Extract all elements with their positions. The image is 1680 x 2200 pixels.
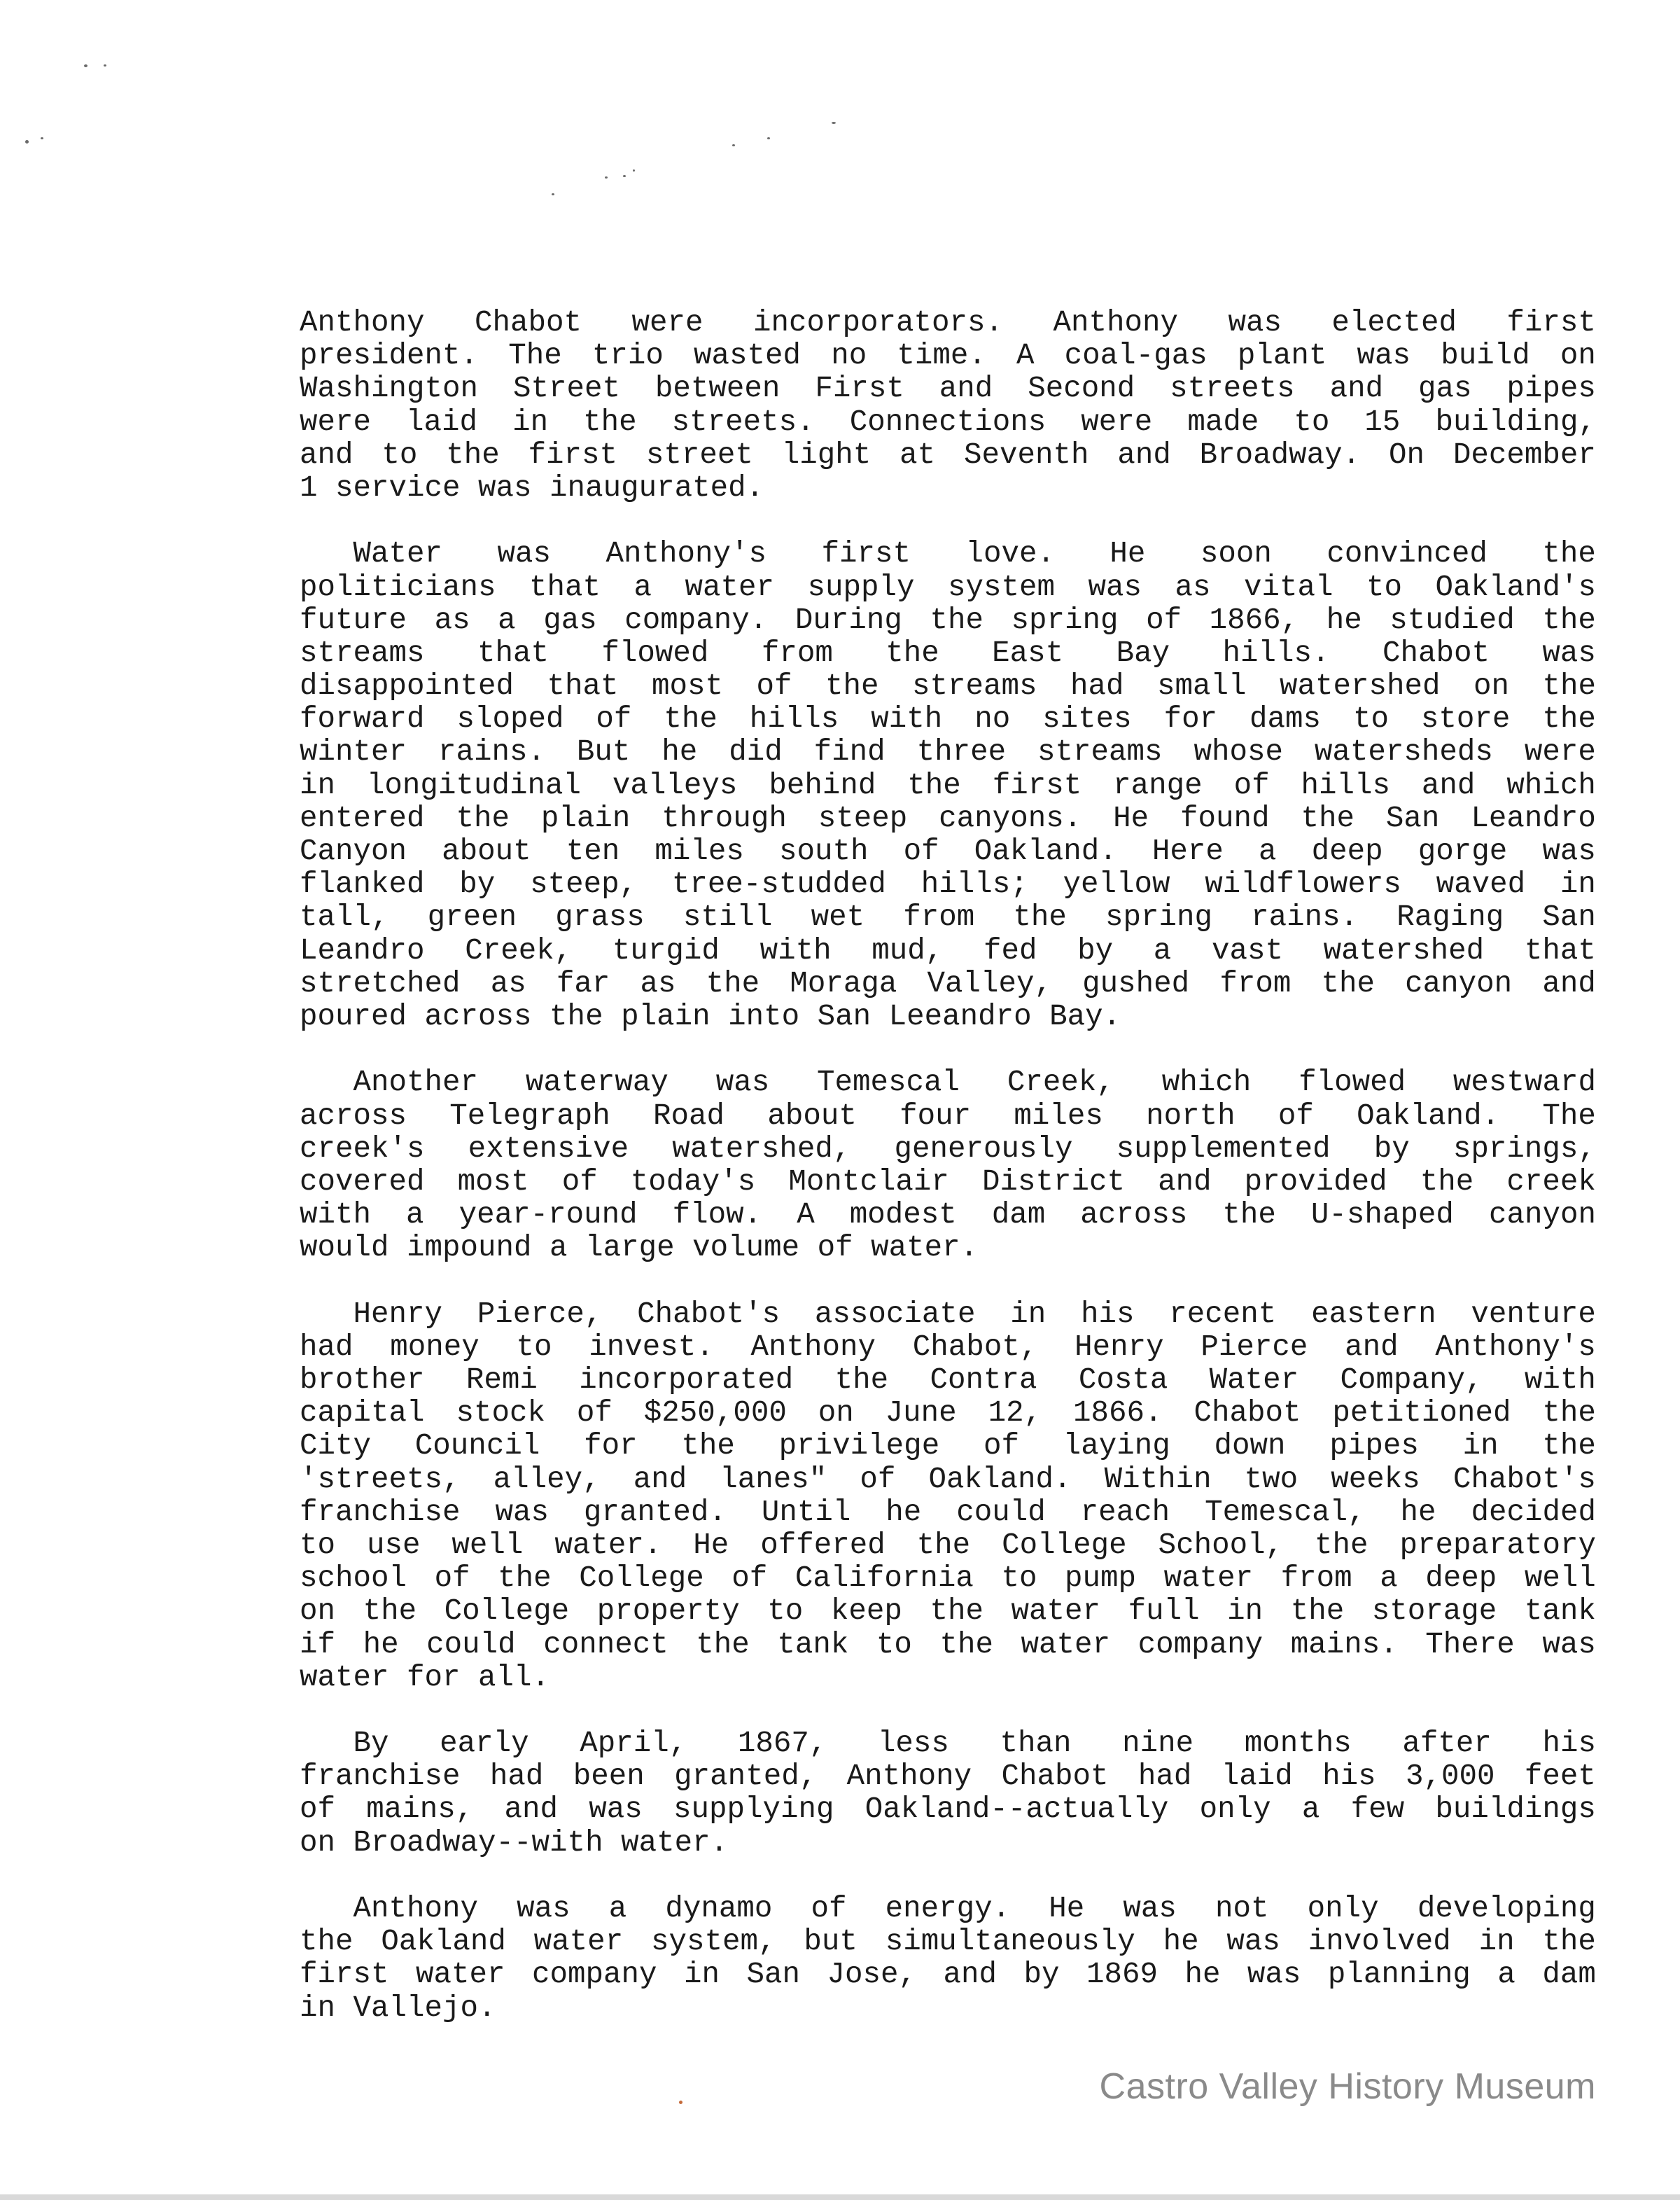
text-line: forward sloped of the hills with no sites for dams to store the — [300, 702, 1596, 737]
text-line: covered most of today's Montclair District and provided the creek — [300, 1164, 1596, 1199]
scan-speck — [605, 176, 608, 179]
paragraph — [300, 538, 1596, 1033]
text-line: Henry Pierce, Chabot's associate in his recent eastern venture — [353, 1297, 1596, 1331]
text-line: future as a gas company. During the spring of 1866, he studied the — [300, 603, 1596, 637]
paragraph — [300, 307, 1596, 505]
scan-speck — [104, 64, 106, 67]
text-line: creek's extensive watershed, generously supplemented by springs, — [300, 1132, 1596, 1166]
text-line: City Council for the privilege of laying down pipes in the — [300, 1429, 1596, 1463]
scan-speck — [552, 193, 554, 195]
text-line: politicians that a water supply system was as vital to Oakland's — [300, 570, 1596, 604]
paragraph — [300, 1727, 1596, 1860]
text-line: brother Remi incorporated the Contra Costa Water Company, with — [300, 1363, 1596, 1397]
text-line: franchise was granted. Until he could reach Temescal, he decided — [300, 1495, 1596, 1529]
text-line: and to the first street light at Seventh and Broadway. On December — [300, 438, 1596, 472]
text-line: Another waterway was Temescal Creek, which flowed westward — [353, 1066, 1596, 1100]
text-line: Canyon about ten miles south of Oakland. Here a deep gorge was — [300, 835, 1596, 868]
text-line: first water company in San Jose, and by 1869 he was planning a dam — [300, 1958, 1596, 1992]
scan-speck — [732, 144, 735, 146]
scan-speck — [767, 137, 770, 139]
text-line: with a year-round flow. A modest dam across the U-shaped canyon — [300, 1198, 1596, 1232]
scan-speck — [832, 122, 836, 124]
text-line: in longitudinal valleys behind the first range of hills and which — [300, 768, 1596, 802]
text-line: Anthony was a dynamo of energy. He was not only developing — [353, 1892, 1596, 1926]
paragraph — [300, 1893, 1596, 2025]
scan-speck — [41, 137, 43, 139]
text-line: franchise had been granted, Anthony Chabot had laid his 3,000 feet — [300, 1760, 1596, 1794]
text-line: disappointed that most of the streams had small watershed on the — [300, 669, 1596, 704]
text-line: of mains, and was supplying Oakland--actually only a few buildings — [300, 1792, 1596, 1827]
scan-bottom-edge — [0, 2194, 1680, 2200]
text-line: Washington Street between First and Second streets and gas pipes — [300, 372, 1596, 406]
text-line: tall, green grass still wet from the spring rains. Raging San — [300, 900, 1596, 935]
text-line: water for all. — [300, 1660, 550, 1694]
text-line: Leandro Creek, turgid with mud, fed by a vast watershed that — [300, 933, 1596, 968]
text-line: 'streets, alley, and lanes" of Oakland. Within two weeks Chabot's — [300, 1462, 1596, 1496]
scan-speck — [84, 64, 88, 67]
text-line: had money to invest. Anthony Chabot, Henry Pierce and Anthony's — [300, 1330, 1596, 1364]
document-body — [300, 307, 1596, 2058]
text-line: 1 service was inaugurated. — [300, 471, 764, 505]
text-line: school of the College of California to pump water from a deep well — [300, 1561, 1596, 1596]
text-line: flanked by steep, tree-studded hills; yellow wildflowers waved in — [300, 868, 1596, 902]
scan-speck — [623, 175, 626, 177]
text-line: would impound a large volume of water. — [300, 1231, 979, 1265]
paragraph — [300, 1298, 1596, 1694]
text-line: on the College property to keep the water full in the storage tank — [300, 1594, 1596, 1629]
museum-watermark: Castro Valley History Museum — [1099, 2066, 1596, 2107]
scan-speck — [679, 2101, 682, 2104]
text-line: poured across the plain into San Leeandro Bay. — [300, 999, 1121, 1033]
text-line: were laid in the streets. Connections were made to 15 building, — [300, 405, 1596, 439]
text-line: Water was Anthony's first love. He soon convinced the — [353, 537, 1596, 571]
scan-speck — [25, 140, 29, 144]
text-line: stretched as far as the Moraga Valley, gushed from the canyon and — [300, 966, 1596, 1001]
text-line: to use well water. He offered the College School, the preparatory — [300, 1528, 1596, 1562]
text-line: capital stock of $250,000 on June 12, 1866. Chabot petitioned the — [300, 1396, 1596, 1430]
text-line: if he could connect the tank to the water company mains. There was — [300, 1627, 1596, 1662]
scan-speck — [633, 169, 635, 172]
text-line: entered the plain through steep canyons. He found the San Leandro — [300, 801, 1596, 835]
text-line: By early April, 1867, less than nine months after his — [353, 1727, 1596, 1761]
text-line: streams that flowed from the East Bay hills. Chabot was — [300, 636, 1596, 670]
text-line: across Telegraph Road about four miles north of Oakland. The — [300, 1099, 1596, 1133]
text-line: on Broadway--with water. — [300, 1825, 729, 1860]
text-line: in Vallejo. — [300, 1991, 496, 2025]
text-line: Anthony Chabot were incorporators. Anthony was elected first — [300, 306, 1596, 340]
text-line: the Oakland water system, but simultaneously he was involved in the — [300, 1925, 1596, 1959]
text-line: president. The trio wasted no time. A coal-gas plant was build on — [300, 339, 1596, 373]
text-line: winter rains. But he did find three streams whose watersheds were — [300, 735, 1596, 770]
paragraph — [300, 1066, 1596, 1265]
